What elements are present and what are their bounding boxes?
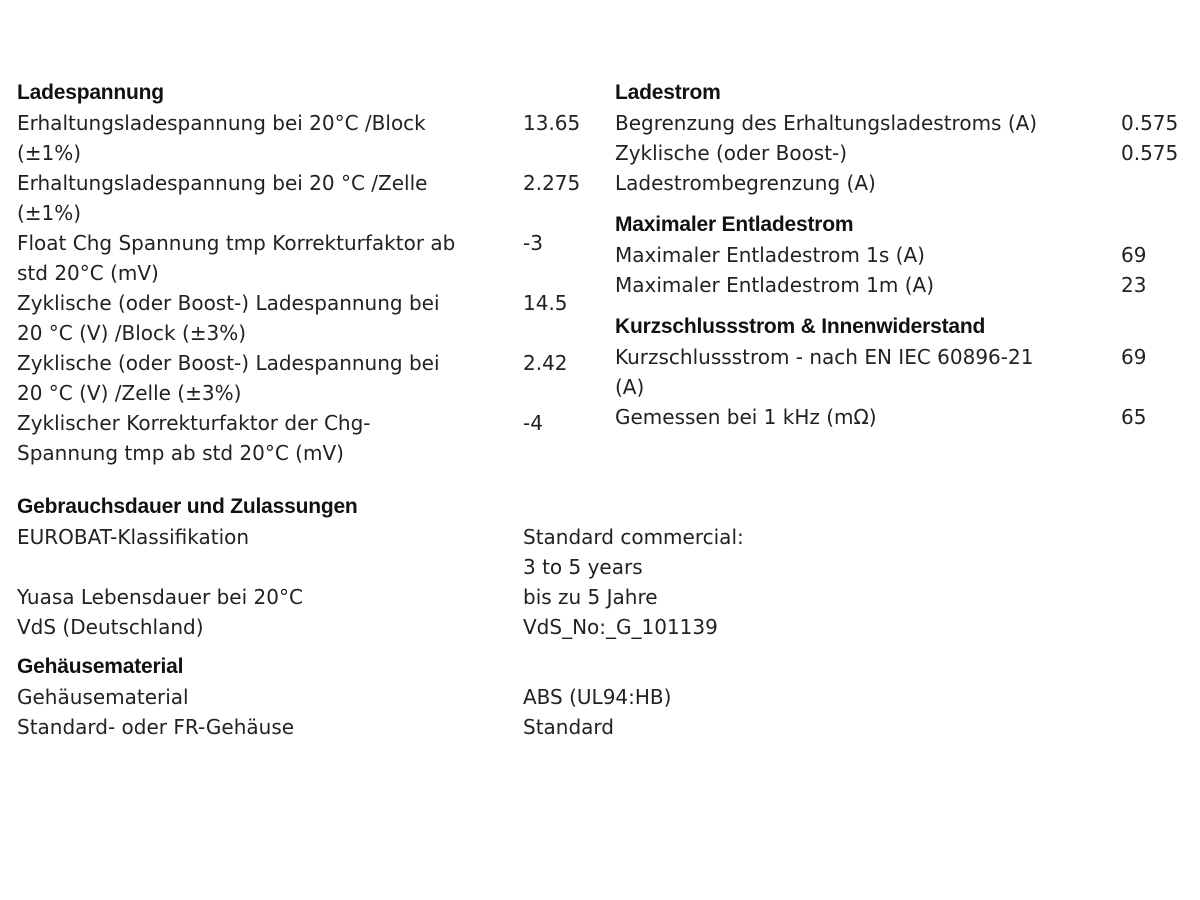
section-ladespannung <box>17 78 615 468</box>
section-heading: Gehäusematerial <box>17 655 184 678</box>
spec-value: 65 <box>1121 405 1147 429</box>
spec-label: VdS (Deutschland) <box>17 615 204 639</box>
spec-value: VdS_No:_G_101139 <box>523 615 718 639</box>
spec-value: bis zu 5 Jahre <box>523 585 658 609</box>
spec-label: Yuasa Lebensdauer bei 20°C <box>17 585 303 609</box>
spec-label: Begrenzung des Erhaltungsladestroms (A) <box>615 111 1038 135</box>
spec-value: 13.65 <box>523 111 581 135</box>
spec-row <box>17 612 1187 642</box>
spec-row <box>17 582 1187 612</box>
spec-value: ABS (UL94:HB) <box>523 685 672 709</box>
spec-label: Maximaler Entladestrom 1m (A) <box>615 273 935 297</box>
spec-label: Standard- oder FR-Gehäuse <box>17 715 295 739</box>
spec-row <box>17 408 615 468</box>
spec-row <box>17 108 615 168</box>
spec-value: -3 <box>523 231 543 255</box>
section-heading: Ladespannung <box>17 81 164 104</box>
spec-value: 69 <box>1121 243 1147 267</box>
section-gehaeusematerial <box>17 652 1187 742</box>
spec-row <box>17 682 1187 712</box>
spec-label: Maximaler Entladestrom 1s (A) <box>615 243 925 267</box>
spec-sheet <box>17 78 1187 742</box>
spec-row <box>17 168 615 228</box>
spec-row <box>17 288 615 348</box>
spec-value: -4 <box>523 411 543 435</box>
spec-row <box>17 712 1187 742</box>
spec-label: Kurzschlussstrom - nach EN IEC 60896-21 (A) <box>615 345 1034 399</box>
spec-label: Float Chg Spannung tmp Korrekturfaktor ab std 20°C (mV) <box>17 231 456 285</box>
spec-row <box>615 270 1187 300</box>
section-maximaler-entladestrom <box>615 210 1187 300</box>
spec-value: Standard <box>523 715 614 739</box>
spec-label: Erhaltungsladespannung bei 20 °C /Zelle (±1%) <box>17 171 428 225</box>
spec-row <box>615 108 1187 138</box>
spec-value: 23 <box>1121 273 1147 297</box>
section-heading: Kurzschlussstrom & Innenwiderstand <box>615 315 986 338</box>
top-columns <box>17 78 1187 468</box>
right-column <box>615 78 1187 468</box>
spec-value: 14.5 <box>523 291 568 315</box>
spec-row <box>615 240 1187 270</box>
spec-label: Zyklische (oder Boost-) Ladespannung bei 20 °C (V) /Block (±3%) <box>17 291 440 345</box>
spec-label: Zyklische (oder Boost-) Ladestrombegrenzung (A) <box>615 141 876 195</box>
spec-value: 69 <box>1121 345 1147 369</box>
spec-label: Gehäusematerial <box>17 685 189 709</box>
spec-value: 2.42 <box>523 351 568 375</box>
spec-value: 0.575 <box>1121 111 1179 135</box>
spec-value: Standard commercial: 3 to 5 years <box>523 525 744 579</box>
spec-value: 0.575 <box>1121 141 1179 165</box>
section-ladestrom <box>615 78 1187 198</box>
spec-label: Gemessen bei 1 kHz (mΩ) <box>615 405 877 429</box>
spec-row <box>615 402 1187 432</box>
spec-row <box>615 342 1187 402</box>
left-column <box>17 78 615 468</box>
spec-row <box>17 228 615 288</box>
spec-row <box>17 522 1187 582</box>
section-heading: Ladestrom <box>615 81 721 104</box>
section-heading: Gebrauchsdauer und Zulassungen <box>17 495 358 518</box>
spec-label: Erhaltungsladespannung bei 20°C /Block (±1%) <box>17 111 426 165</box>
section-gebrauchsdauer-und-zulassungen <box>17 492 1187 642</box>
bottom-sections <box>17 492 1187 742</box>
spec-label: Zyklischer Korrekturfaktor der Chg- Spannung tmp ab std 20°C (mV) <box>17 411 371 465</box>
spec-label: EUROBAT-Klassifikation <box>17 525 250 549</box>
spec-row <box>615 138 1187 198</box>
spec-label: Zyklische (oder Boost-) Ladespannung bei 20 °C (V) /Zelle (±3%) <box>17 351 440 405</box>
spec-value: 2.275 <box>523 171 581 195</box>
section-heading: Maximaler Entladestrom <box>615 213 854 236</box>
spec-row <box>17 348 615 408</box>
section-kurzschlussstrom-innenwiderstand <box>615 312 1187 432</box>
